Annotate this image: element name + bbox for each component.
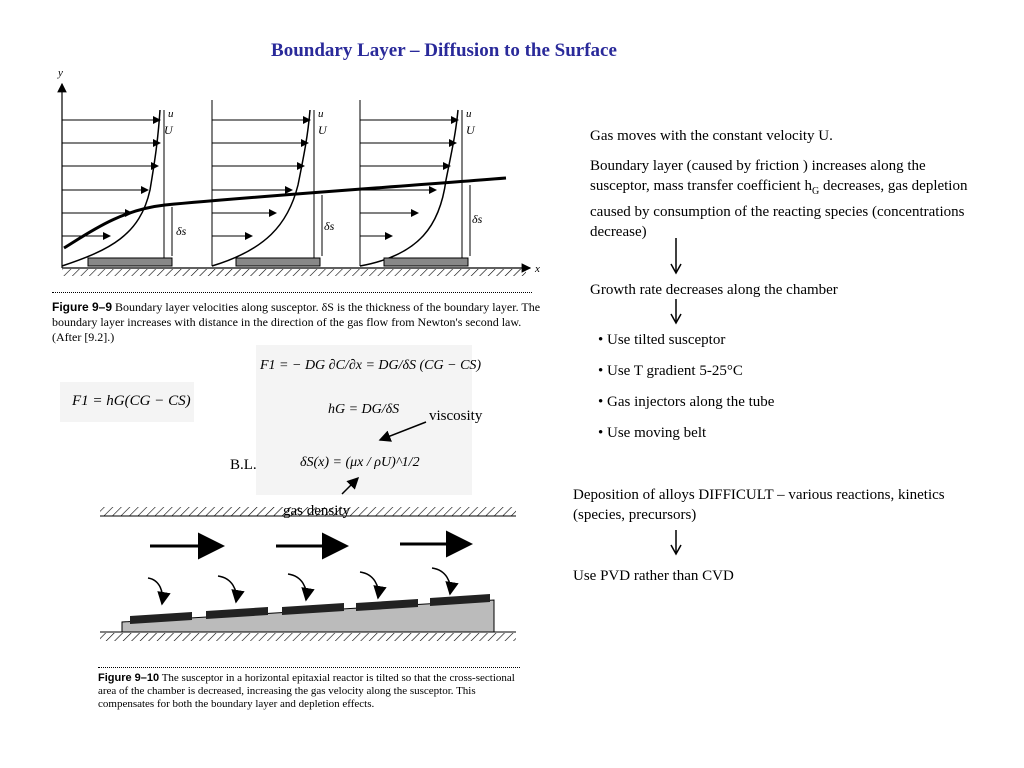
svg-text:U: U	[318, 123, 327, 137]
figure-9-9-caption-text: Boundary layer velocities along susceptor. δS is the thickness of the boundary layer. The boundary layer increases with distance in the direction of the gas flow from Newton's second law. (After [9.2].)	[52, 300, 541, 344]
svg-text:U: U	[466, 123, 475, 137]
gas-density-arrow	[342, 478, 358, 494]
text-constant-velocity: Gas moves with the constant velocity U.	[590, 128, 833, 144]
figure-9-10-caption	[98, 672, 530, 711]
equation-f1-left: F1 = hG(CG − CS)	[72, 393, 191, 409]
x-axis-label: x	[535, 263, 540, 275]
svg-text:u: u	[168, 108, 174, 120]
reactor-top-wall	[100, 507, 516, 516]
figure-9-9-label: Figure 9–9	[52, 300, 113, 314]
figure-9-10-label: Figure 9–10	[98, 672, 160, 684]
bullet-moving-belt: • Use moving belt	[598, 425, 707, 441]
svg-text:δs: δs	[472, 212, 483, 226]
flow-arrow-down-2	[668, 297, 684, 327]
text-boundary-layer: Boundary layer (caused by friction ) increases along the susceptor, mass transfer coefficient $h_G$ decreases, gas depletion caused by consumption of the reacting species (concentrations decrease)	[590, 158, 968, 240]
figure-9-9-caption	[52, 300, 544, 345]
velocity-profile-3	[360, 100, 483, 266]
y-axis-label: y	[58, 67, 63, 79]
figure-9-10-caption-text: The susceptor in a horizontal epitaxial reactor is tilted so that the cross-sectional area of the chamber is decreased, increasing the gas velocity along the susceptor. This compensates for both the boundary layer and depletion effects.	[98, 672, 515, 710]
caption-divider-9-10	[98, 667, 520, 668]
svg-text:U: U	[164, 123, 173, 137]
bullet-gas-injectors: • Gas injectors along the tube	[598, 394, 775, 410]
viscosity-arrow	[380, 422, 426, 440]
velocity-profile-1	[62, 108, 187, 266]
boundary-layer-curve	[64, 178, 506, 248]
bl-label: B.L.	[230, 457, 257, 473]
floor-hatch	[62, 269, 526, 276]
text-deposition-alloys: Deposition of alloys DIFFICULT – various reactions, kinetics (species, precursors)	[573, 487, 945, 523]
figure-9-10-diagram	[96, 500, 520, 650]
bullet-tilted-susceptor: • Use tilted susceptor	[598, 332, 726, 348]
annotation-arrows	[330, 415, 430, 500]
flow-arrow-down-3	[668, 528, 684, 558]
velocity-profile-2	[212, 100, 335, 266]
text-use-pvd: Use PVD rather than CVD	[573, 568, 734, 584]
svg-text:u: u	[318, 108, 324, 120]
flow-arrow-down-1	[668, 236, 684, 276]
equation-delta: δS(x) = (μx / ρU)^1/2	[300, 455, 420, 470]
reactor-bottom-wall	[100, 633, 516, 641]
figure-9-9-diagram	[50, 62, 550, 282]
slide-title: Boundary Layer – Diffusion to the Surface	[271, 40, 617, 61]
svg-text:δs: δs	[176, 224, 187, 238]
viscosity-label: viscosity	[429, 408, 483, 424]
bullet-t-gradient: • Use T gradient 5-25°C	[598, 363, 743, 379]
equation-f1-diffusion: F1 = − DG ∂C/∂x = DG/δS (CG − CS)	[260, 358, 482, 373]
text-growth-rate: Growth rate decreases along the chamber	[590, 282, 838, 298]
equation-hg: hG = DG/δS	[328, 402, 400, 417]
svg-text:u: u	[466, 108, 472, 120]
caption-divider-9-9	[52, 292, 532, 293]
svg-text:δs: δs	[324, 219, 335, 233]
